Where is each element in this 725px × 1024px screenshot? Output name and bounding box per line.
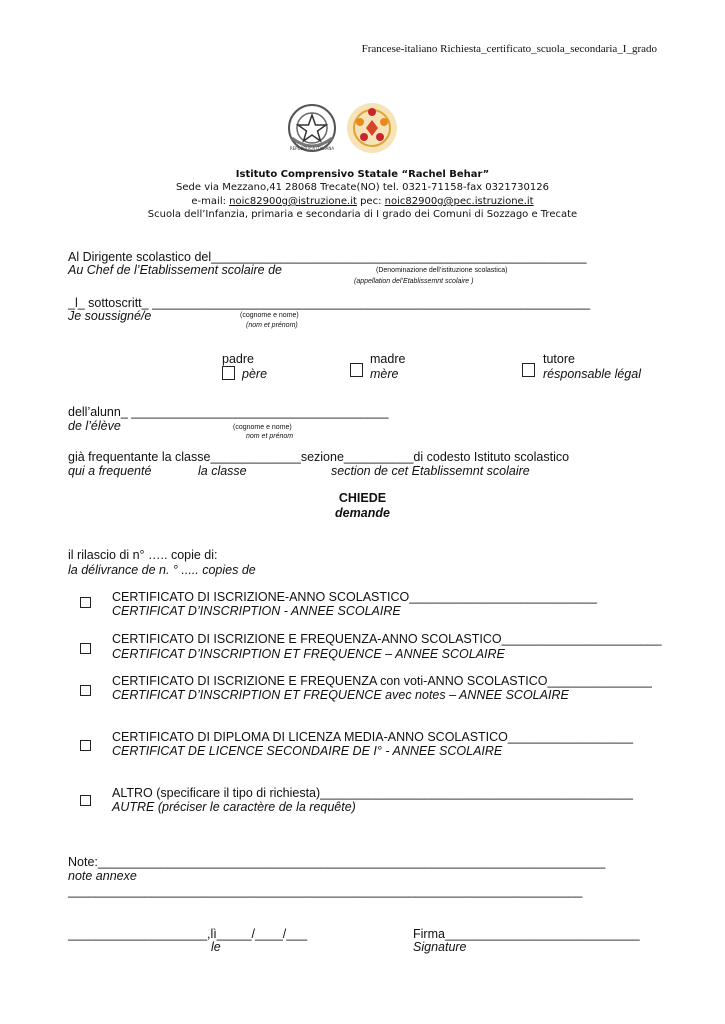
relation-tutore-label: tutore	[543, 352, 575, 366]
rilascio-line: il rilascio di n° ….. copie di:	[68, 548, 218, 562]
rilascio-fr: la délivrance de n. ° ..... copies de	[68, 563, 256, 577]
dirigente-hint-it: (Denominazione dell’istituzione scolastica)	[376, 267, 508, 274]
sottoscritto-hint-it: (cognome e nome)	[240, 312, 299, 319]
relation-tutore-fr: résponsable légal	[543, 367, 641, 381]
emblem-text: REPUBBLICA ITALIANA	[289, 146, 335, 151]
chiede-title: CHIEDE	[338, 491, 387, 505]
institute-address: Sede via Mezzano,41 28068 Trecate(NO) tel. 0321-71158-fax 0321730126	[176, 182, 549, 193]
place-date-line: ____________________,lì_____/____/___	[68, 927, 308, 941]
checkbox-tutore[interactable]	[522, 363, 535, 377]
institute-contacts	[0, 196, 725, 207]
option-1-it: CERTIFICATO DI ISCRIZIONE-ANNO SCOLASTICO___________________________	[112, 590, 597, 604]
relation-padre-fr: père	[242, 367, 268, 381]
option-2-it: CERTIFICATO DI ISCRIZIONE E FREQUENZA-ANNO SCOLASTICO_______________________	[112, 632, 662, 646]
checkbox-option-3[interactable]	[80, 685, 91, 696]
checkbox-option-2[interactable]	[80, 643, 91, 654]
note-line: Note:_________________________________________________________________________	[68, 855, 606, 869]
italian-republic-emblem	[286, 102, 338, 154]
option-4-it: CERTIFICATO DI DIPLOMA DI LICENZA MEDIA-ANNO SCOLASTICO__________________	[112, 730, 634, 744]
option-1-fr: CERTIFICAT D’INSCRIPTION - ANNEE SCOLAIRE	[112, 604, 401, 618]
signature-fr: Signature	[413, 940, 467, 954]
institute-schools: Scuola dell’Infanzia, primaria e secondaria di I grado dei Comuni di Sozzago e Trecate	[147, 209, 578, 220]
email-link[interactable]: noic82900g@istruzione.it	[229, 196, 357, 207]
dirigente-fr: Au Chef de l’Etablissement scolaire de	[68, 263, 283, 277]
checkbox-padre[interactable]	[222, 366, 235, 380]
chiede-fr: demande	[335, 506, 390, 520]
relation-madre-fr: mère	[370, 367, 399, 381]
option-4-fr: CERTIFICAT DE LICENCE SECONDAIRE DE I° - ANNEE SCOLAIRE	[112, 744, 503, 758]
sottoscritto-hint-fr: (nom et prénom)	[246, 322, 298, 329]
classe-fr-1: qui a frequenté	[68, 464, 152, 478]
option-2-fr: CERTIFICAT D’INSCRIPTION ET FREQUENCE – ANNEE SCOLAIRE	[112, 647, 505, 661]
sottoscritto-line: _l_ sottoscritt_ _______________________________________________________________	[68, 296, 591, 310]
checkbox-madre[interactable]	[350, 363, 363, 377]
alunno-hint-fr: nom et prénom	[246, 433, 294, 440]
relation-padre-label: padre	[222, 352, 254, 366]
option-5-it: ALTRO (specificare il tipo di richiesta)_____________________________________________	[112, 786, 634, 800]
sottoscritto-fr: Je soussigné/e	[68, 309, 152, 323]
alunno-hint-it: (cognome e nome)	[233, 424, 292, 431]
checkbox-option-5[interactable]	[80, 795, 91, 806]
classe-fr-3: section de cet Etablissemnt scolaire	[331, 464, 530, 478]
alunno-fr: de l’élève	[68, 419, 121, 433]
checkbox-option-4[interactable]	[80, 740, 91, 751]
relation-madre-label: madre	[370, 352, 406, 366]
option-3-it: CERTIFICATO DI ISCRIZIONE E FREQUENZA con voti-ANNO SCOLASTICO_______________	[112, 674, 652, 688]
option-3-fr: CERTIFICAT D’INSCRIPTION ET FREQUENCE avec notes – ANNEE SCOLAIRE	[112, 688, 569, 702]
option-5-fr: AUTRE (préciser le caractère de la requête)	[112, 800, 356, 814]
firma-line: Firma____________________________	[413, 927, 640, 941]
pec-prefix: pec:	[356, 196, 385, 207]
dirigente-line: Al Dirigente scolastico del______________________________________________________	[68, 250, 587, 264]
dirigente-hint-fr: (appellation del’Etablissemnt scolaire )	[354, 278, 474, 285]
note-fr: note annexe	[68, 869, 137, 883]
classe-line: già frequentante la classe_____________sezione__________di codesto Istituto scolastico	[68, 450, 570, 464]
date-fr: le	[211, 940, 221, 954]
alunno-line: dell’alunn_ _____________________________________	[68, 405, 389, 419]
note-line-2: __________________________________________________________________________	[68, 884, 583, 898]
checkbox-option-1[interactable]	[80, 597, 91, 608]
header-note: Francese-italiano Richiesta_certificato_scuola_secondaria_I_grado	[361, 43, 657, 55]
classe-fr-2: la classe	[198, 464, 247, 478]
school-logo	[344, 100, 400, 156]
email-prefix: e-mail:	[191, 196, 230, 207]
pec-link[interactable]: noic82900g@pec.istruzione.it	[384, 196, 534, 207]
institute-name: Istituto Comprensivo Statale “Rachel Behar”	[235, 169, 490, 180]
